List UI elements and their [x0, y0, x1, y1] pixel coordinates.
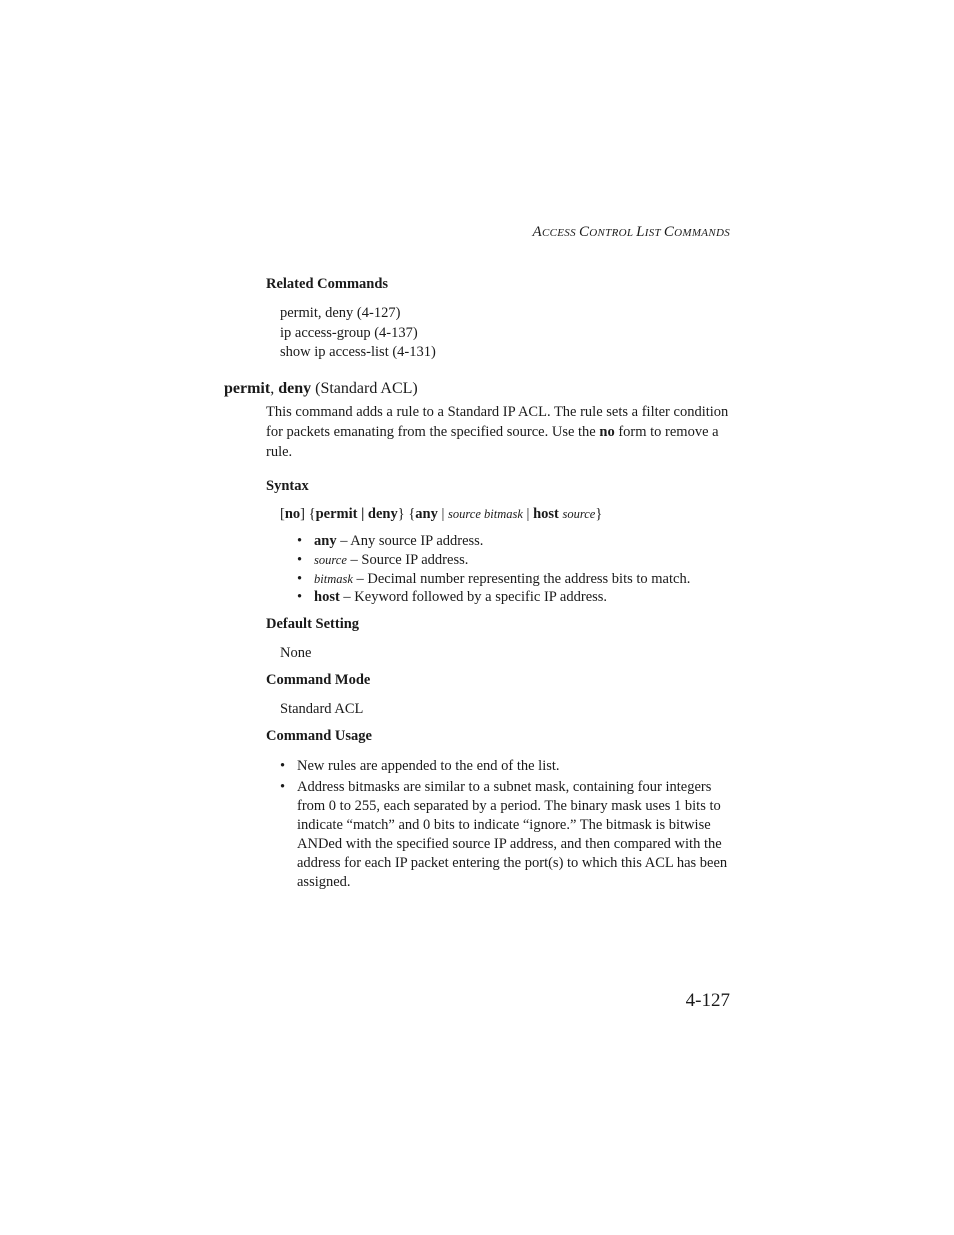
running-header-part: LIST: [636, 224, 664, 240]
default-setting-heading: Default Setting: [266, 616, 360, 632]
parameter-item: • source – Source IP address.: [297, 551, 469, 568]
related-commands-heading: Related Commands: [266, 276, 389, 292]
syntax-line: [no] {permit | deny} {any | source bitmask | host source}: [280, 506, 603, 522]
command-description: This command adds a rule to a Standard IP ACL. The rule sets a filter condition for packets emanating from the specified source. Use the no form to remove a rule.: [266, 404, 729, 460]
running-header: [533, 224, 730, 241]
running-header-part: COMMANDS: [663, 224, 730, 240]
syntax-heading: Syntax: [266, 478, 309, 494]
parameter-item: • host – Keyword followed by a specific IP address.: [297, 589, 608, 606]
usage-item: • New rules are appended to the end of the list.: [280, 758, 560, 774]
related-command-item: ip access-group (4-137): [280, 324, 418, 341]
bullet: •: [297, 551, 303, 568]
command-usage-list: [280, 757, 732, 894]
related-command-item: permit, deny (4-127): [280, 305, 401, 321]
syntax-parameter-list: [297, 532, 690, 607]
command-usage-heading: Command Usage: [266, 728, 372, 744]
usage-item: • Address bitmasks are similar to a subnet mask, containing four integers from 0 to 255, each separated by a period. The binary mask uses 1 bits to indicate “match” and 0 bits to indicate “ignore.” The bitmask is bitwise ANDed with the specified source IP address, and then compared with the address for each IP packet entering the port(s) to which this ACL has been assigned.: [280, 779, 728, 890]
command-mode-heading: Command Mode: [266, 672, 371, 688]
bullet: •: [297, 589, 303, 606]
related-command-item: show ip access-list (4-131): [280, 344, 436, 360]
running-header-part: CONTROL: [578, 224, 637, 240]
command-title: permit, deny (Standard ACL): [224, 380, 418, 397]
command-mode-value: Standard ACL: [280, 701, 364, 717]
parameter-item: • bitmask – Decimal number representing the address bits to match.: [297, 570, 691, 587]
default-setting-value: None: [280, 645, 312, 661]
bullet: •: [280, 779, 286, 795]
parameter-item: • any – Any source IP address.: [297, 533, 484, 549]
running-header-part: ACCESS: [532, 224, 579, 240]
bullet: •: [297, 533, 303, 549]
bullet: •: [297, 570, 303, 587]
related-commands-list: [280, 304, 436, 363]
bullet: •: [280, 758, 286, 774]
page-number: 4-127: [685, 990, 730, 1011]
